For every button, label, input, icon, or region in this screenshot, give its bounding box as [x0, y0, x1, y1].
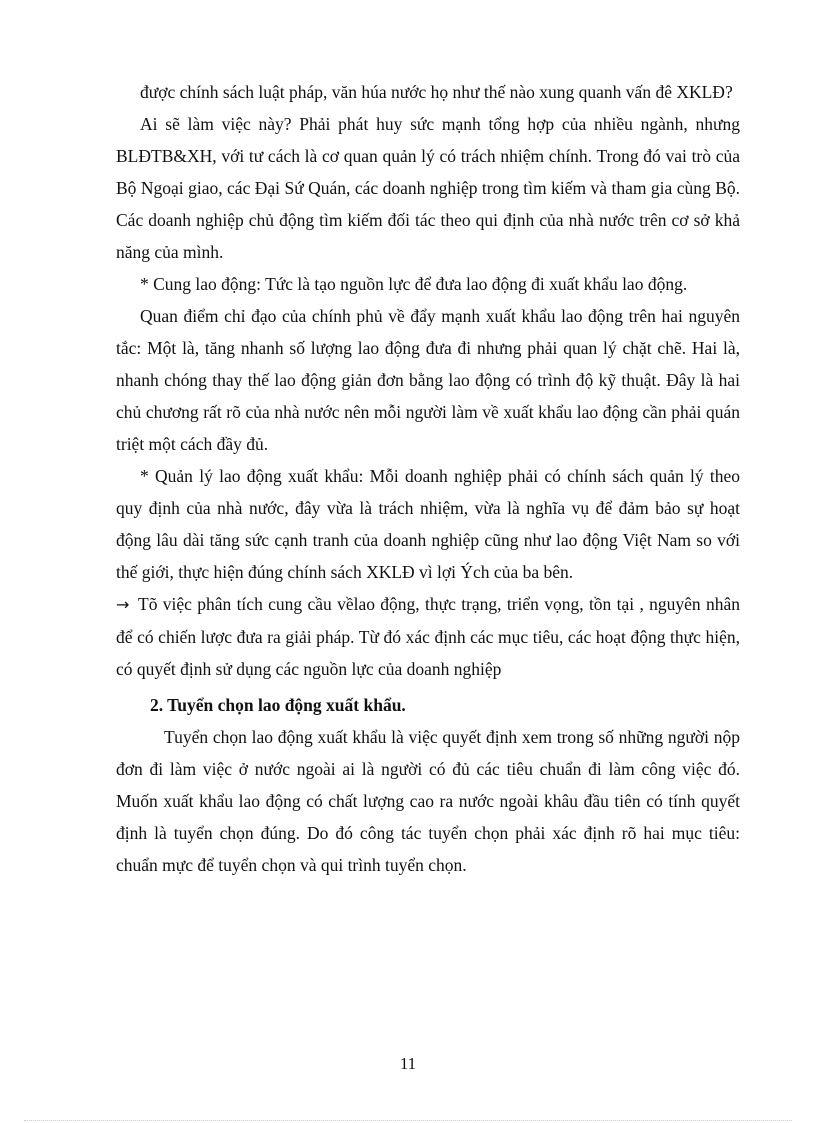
page-bottom-divider [24, 1120, 792, 1121]
paragraph-conclusion [116, 588, 740, 685]
paragraph-labor-management: * Quản lý lao động xuất khẩu: Mỗi doanh nghiệp phải có chính sách quản lý theo quy định của nhà nước, đây vừa là trách nhiệm, vừa là nghĩa vụ để đảm bảo sự hoạt động lâu dài tăng sức cạnh tranh của doanh nghiệp cũng như lao động Việt Nam so với thế giới, thực hiện đúng chính sách XKLĐ vì lợi Ých của ba bên. [116, 466, 740, 582]
paragraph-government-view: Quan điểm chỉ đạo của chính phủ về đẩy mạnh xuất khẩu lao động trên hai nguyên tắc: Một là, tăng nhanh số lượng lao động đưa đi nhưng phải quan lý chặt chẽ. Hai là, nhanh chóng thay thế lao động giản đơn bằng lao động có trình độ kỹ thuật. Đây là hai chủ chương rất rõ của nhà nước nên mỗi người làm về xuất khẩu lao động cần phải quán triệt một cách đầy đủ. [116, 306, 740, 454]
paragraph-responsibility: Ai sẽ làm việc này? Phải phát huy sức mạnh tổng hợp của nhiều ngành, nhưng BLĐTB&XH, với tư cách là cơ quan quản lý có trách nhiệm chính. Trong đó vai trò của Bộ Ngoại giao, các Đại Sứ Quán, các doanh nghiệp trong tìm kiếm và tham gia cùng Bộ. Các doanh nghiệp chủ động tìm kiếm đối tác theo qui định của nhà nước trên cơ sở khả năng của mình. [116, 114, 740, 262]
conclusion-text: Tõ việc phân tích cung cầu vềlao động, thực trạng, triển vọng, tồn tại , nguyên nhân để có chiến lược đưa ra giải pháp. Từ đó xác định các mục tiêu, các hoạt động thực hiện, có quyết định sử dụng các nguồn lực của doanh nghiệp [116, 594, 740, 679]
paragraph-labor-supply: * Cung lao động: Tức là tạo nguồn lực để đưa lao động đi xuất khẩu lao động. [140, 274, 688, 294]
section-heading: 2. Tuyển chọn lao động xuất khẩu. [150, 695, 406, 715]
body-text [116, 76, 740, 881]
paragraph-selection: Tuyển chọn lao động xuất khẩu là việc quyết định xem trong số những người nộp đơn đi làm việc ở nước ngoài ai là người có đủ các tiêu chuẩn đi làm công việc đó. Muốn xuất khẩu lao động có chất lượng cao ra nước ngoài khâu đầu tiên có tính quyết định là tuyển chọn đúng. Do đó công tác tuyển chọn phải xác định rõ hai mục tiêu: chuẩn mực để tuyển chọn và qui trình tuyển chọn. [116, 727, 740, 875]
page-number: 11 [399, 1054, 417, 1073]
paragraph-continuation: được chính sách luật pháp, văn húa nước họ như thế nào xung quanh vấn đê XKLĐ? [140, 82, 733, 102]
arrow-right-icon: → [116, 595, 130, 614]
